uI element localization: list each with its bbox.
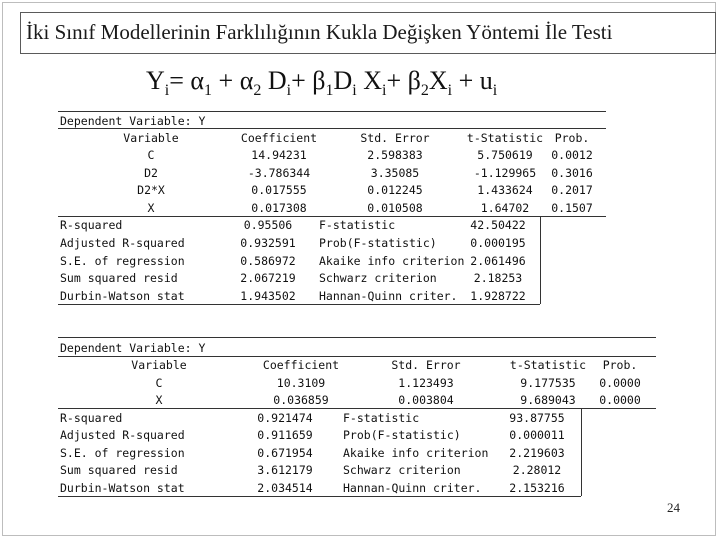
table1-stat-value2: 42.50422 [470,218,526,232]
table1-row-t-stat: 1.64702 [480,201,530,215]
table1-stat-label2: Hannan-Quinn criter. [319,289,458,303]
table1-row-std-error: 3.35085 [370,166,420,180]
table2-stat-value2: 93.87755 [509,411,565,425]
eq-beta1-sub: 1 [325,82,334,100]
table1-header-std-error: Std. Error [360,131,430,145]
table2-header-std-error: Std. Error [391,358,461,372]
table1-stat-value: 1.943502 [240,289,296,303]
eq-alpha2: α [239,66,254,95]
table2-row-t-stat: 9.177535 [520,376,576,390]
table2-stat-value: 0.921474 [257,411,313,425]
table1-header-t-stat: t-Statistic [466,131,544,145]
eq-d1: D [267,66,287,95]
eq-beta1: β [312,66,326,95]
table2-stat-label: Durbin-Watson stat [60,481,185,495]
table1-row-variable: D2*X [137,183,165,197]
table1-stat-label: R-squared [60,218,123,232]
table2-stat-value: 3.612179 [257,463,313,477]
table2-row-variable: X [155,393,163,407]
table2-stat-value2: 0.000011 [509,428,565,442]
table1-stat-label2: F-statistic [319,218,396,232]
eq-beta2: β [407,66,421,95]
eq-y-sub: i [164,82,170,100]
table1-row-variable: X [147,201,155,215]
table2-stat-label2: F-statistic [343,411,420,425]
table1-row-prob: 0.3016 [551,166,593,180]
table1-stat-value2: 0.000195 [470,236,526,250]
table2-header-rule [58,356,656,357]
table2-stat-value: 0.911659 [257,428,313,442]
eq-alpha2-sub: 2 [253,82,262,100]
table1-stat-value: 0.932591 [240,236,296,250]
eq-equals: = [169,66,184,95]
eq-plus2: + [291,66,306,95]
eq-plus4: + [458,66,474,95]
regression-equation [146,66,497,100]
table1-header-variable: Variable [123,131,179,145]
table2-stat-label2: Akaike info criterion [343,446,489,460]
table2-stat-value2: 2.28012 [512,463,562,477]
table2-stat-label: R-squared [60,411,123,425]
eq-d2-sub: i [352,82,357,100]
table1-row-t-stat: 1.433624 [477,183,533,197]
eq-d2: D [333,66,353,95]
eq-y: Y [146,66,165,95]
page-number: 24 [667,500,680,515]
table1-row-coefficient: 0.017555 [251,183,307,197]
table2-stat-label2: Schwarz criterion [343,463,461,477]
table1-header-coefficient: Coefficient [240,131,318,145]
table1-dep-var: Dependent Variable: Y [60,114,206,128]
table2-row-coefficient: 10.3109 [276,376,326,390]
eq-alpha1-sub: 1 [204,82,213,100]
table2-row-t-stat: 9.689043 [520,393,576,407]
table1-row-variable: C [147,148,155,162]
table1-stat-label: Adjusted R-squared [60,236,185,250]
table1-stat-label: Durbin-Watson stat [60,289,185,303]
slide-title: İki Sınıf Modellerinin Farklılığının Kukla Değişken Yöntemi İle Testi [26,20,613,44]
eq-alpha1: α [190,66,205,95]
table2-right-rule [581,408,582,496]
table1-row-t-stat: -1.129965 [473,166,537,180]
eq-beta2-sub: 2 [420,82,429,100]
table1-stat-value2: 2.18253 [473,271,523,285]
table2-stat-value: 0.671954 [257,446,313,460]
table1-stat-label: Sum squared resid [60,271,178,285]
table1-header-rule [58,128,606,129]
table2-stat-value2: 2.219603 [509,446,565,460]
table1-row-coefficient: 14.94231 [251,148,307,162]
table2-stats-rule [58,408,656,409]
eq-u: u [479,66,493,95]
table2-stat-label: Adjusted R-squared [60,428,185,442]
table1-top-rule [58,111,606,112]
table1-stat-value2: 2.061496 [470,254,526,268]
table1-stat-value2: 1.928722 [470,289,526,303]
table1-stat-label: S.E. of regression [60,254,185,268]
table2-row-std-error: 1.123493 [398,376,454,390]
table2-stat-label2: Prob(F-statistic) [343,428,461,442]
table2-row-std-error: 0.003804 [398,393,454,407]
table2-top-rule [58,337,656,338]
table1-stat-value: 0.586972 [240,254,296,268]
table2-stat-label: S.E. of regression [60,446,185,460]
table1-stat-label2: Akaike info criterion [319,254,465,268]
table1-row-std-error: 0.012245 [367,183,423,197]
table1-row-prob: 0.1507 [551,201,593,215]
table1-row-std-error: 0.010508 [367,201,423,215]
table1-bottom-rule [58,304,540,305]
eq-x2: X [428,66,448,95]
eq-x1: X [363,66,382,95]
table2-row-prob: 0.0000 [599,376,641,390]
table2-header-variable: Variable [131,358,187,372]
table1-header-prob: Prob. [554,131,590,145]
table2-header-t-stat: t-Statistic [509,358,587,372]
table1-right-rule [540,216,541,304]
table1-stat-value: 0.95506 [243,218,293,232]
table2-stat-label: Sum squared resid [60,463,178,477]
table1-row-prob: 0.2017 [551,183,593,197]
table2-stat-label2: Hannan-Quinn criter. [343,481,482,495]
table2-header-coefficient: Coefficient [262,358,340,372]
table2-row-coefficient: 0.036859 [273,393,329,407]
table1-row-variable: D2 [144,166,158,180]
table2-header-prob: Prob. [602,358,638,372]
table1-stat-label2: Schwarz criterion [319,271,437,285]
eq-x2-sub: i [447,82,453,100]
table2-stat-value2: 2.153216 [509,481,565,495]
table2-stat-value: 2.034514 [257,481,313,495]
eq-d1-sub: i [286,82,292,100]
eq-x1-sub: i [381,82,387,100]
table1-row-coefficient: 0.017308 [251,201,307,215]
eq-u-sub: i [492,82,498,100]
eq-plus1: + [218,66,234,95]
table1-row-t-stat: 5.750619 [477,148,533,162]
table1-row-std-error: 2.598383 [367,148,423,162]
table1-row-prob: 0.0012 [551,148,593,162]
eq-plus3: + [386,66,402,95]
table1-row-coefficient: -3.786344 [247,166,311,180]
table2-bottom-rule [58,496,581,497]
table1-stats-rule [58,216,606,217]
table1-stat-label2: Prob(F-statistic) [319,236,437,250]
table2-dep-var: Dependent Variable: Y [60,341,206,355]
table1-stat-value: 2.067219 [240,271,296,285]
table2-row-variable: C [155,376,163,390]
table2-row-prob: 0.0000 [599,393,641,407]
